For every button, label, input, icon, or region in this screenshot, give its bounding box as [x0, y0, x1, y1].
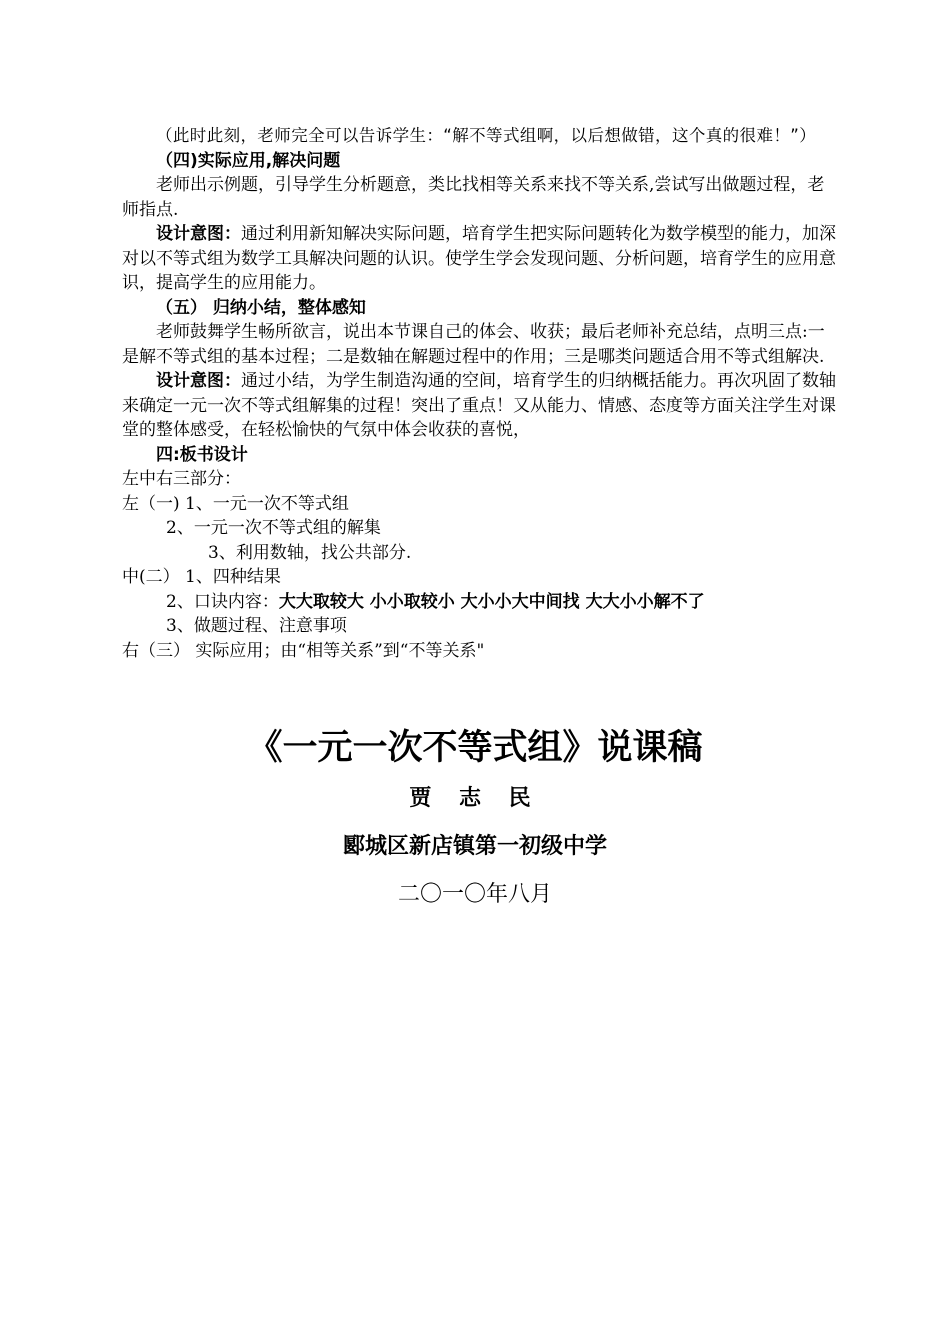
board-mid-2-prefix: 2、口诀内容：: [166, 591, 279, 612]
design-intent-2-label: 设计意图：: [156, 371, 241, 391]
document-body: [122, 124, 838, 663]
cover-title: 《一元一次不等式组》说课稿: [247, 728, 703, 768]
board-right-1: 右（三） 实际应用；由“相等关系”到“不等关系": [122, 640, 485, 661]
section-5-body: 老师鼓舞学生畅所欲言，说出本节课自己的体会、收获；最后老师补充总结，点明三点:一是解不等式组的基本过程；二是数轴在解题过程中的作用；三是哪类问题适合用不等式组解决.: [122, 322, 825, 367]
board-left-1: 左（一) 1、一元一次不等式组: [122, 493, 349, 514]
cover-date: 二〇一〇年八月: [397, 882, 552, 907]
design-intent-1-label: 设计意图：: [156, 224, 241, 244]
design-intent-2-text: 通过小结，为学生制造沟通的空间，培育学生的归纳概括能力。再次巩固了数轴来确定一元一次不等式组解集的过程！突出了重点！又从能力、情感、态度等方面关注学生对课堂的整体感受，在轻松愉快的气氛中体会收获的喜悦，: [122, 371, 836, 440]
board-mid-3: 3、做题过程、注意事项: [166, 616, 347, 636]
cover-school: 郾城区新店镇第一初级中学: [342, 834, 607, 859]
design-intent-1: [122, 222, 838, 296]
section-4-body: 老师出示例题，引导学生分析题意，类比找相等关系来找不等关系,尝试写出做题过程，老师指点.: [122, 175, 825, 220]
board-design-heading: 四:板书设计: [156, 444, 248, 465]
board-left-3: 3、利用数轴，找公共部分.: [208, 542, 412, 563]
design-intent-1-text: 通过利用新知解决实际问题，培育学生把实际问题转化为数学模型的能力，加深对以不等式组为数学工具解决问题的认识。使学生学会发现问题、分析问题，培育学生的应用意识，提高学生的应用能力。: [122, 224, 836, 293]
section-4-heading: （四)实际应用,解决问题: [156, 150, 341, 171]
board-mid-1: 中(二） 1、四种结果: [122, 567, 281, 587]
board-intro: 左中右三部分：: [122, 469, 241, 489]
cover-author: 贾 志 民: [409, 786, 541, 811]
design-intent-2: [122, 369, 838, 443]
board-mid-2: [122, 590, 838, 615]
section-5-heading: （五） 归纳小结，整体感知: [156, 297, 366, 318]
aside-paragraph: （此时此刻，老师完全可以告诉学生：“解不等式组啊，以后想做错，这个真的很难！”）: [156, 126, 817, 145]
board-mid-2-mnemonic: 大大取较大 小小取较小 大小小大中间找 大大小小解不了: [278, 591, 705, 612]
board-left-2: 2、一元一次不等式组的解集: [166, 518, 381, 538]
